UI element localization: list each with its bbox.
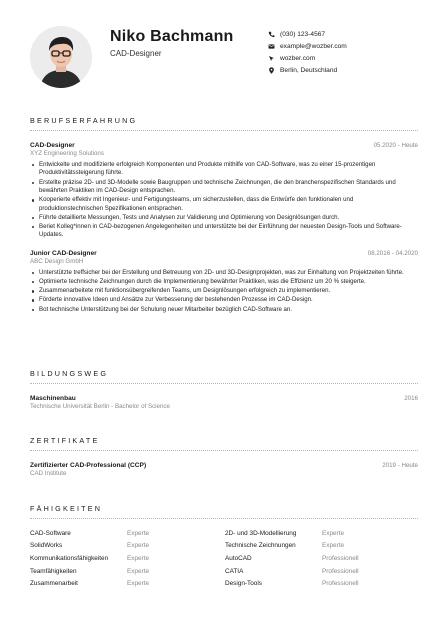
skills-section bbox=[30, 504, 418, 590]
skill-level: Experte bbox=[127, 580, 150, 588]
skills-column-left bbox=[30, 527, 225, 590]
certificates-section bbox=[30, 436, 418, 477]
bullet-item: Führte detaillierte Messungen, Tests und Analysen zur Validierung und Optimierung von Designlösungen durch. bbox=[30, 214, 418, 222]
skill-name: Zusammenarbeit bbox=[30, 580, 78, 588]
skill-level: Experte bbox=[127, 542, 150, 550]
skill-item bbox=[30, 577, 225, 590]
bullet-item: Kooperierte effektiv mit Ingenieur- und Fertigungsteams, um sicherzustellen, dass die Entwürfe den funktionalen und produktionstechnischen Spezifikationen entsprachen. bbox=[30, 196, 418, 213]
certificate-issuer: CAD Institute bbox=[30, 470, 67, 477]
skill-level: Experte bbox=[322, 542, 345, 550]
bullet-item: Unterstützte treffsicher bei der Erstellung und Betreuung von 2D- und 3D-Designprojekten, was zur Einhaltung von Projektzeiten führte. bbox=[30, 269, 418, 277]
skill-name: CAD-Software bbox=[30, 529, 71, 537]
avatar bbox=[30, 26, 92, 88]
bullet-item: Zusammenarbeitete mit funktionsübergreifenden Teams, um Designlösungen erfolgreich zu implementieren. bbox=[30, 287, 418, 295]
skill-item bbox=[30, 565, 225, 578]
contact-website-text[interactable]: wozber.com bbox=[280, 54, 316, 62]
job-date: 05.2020 - Heute bbox=[373, 142, 418, 149]
profile-photo bbox=[30, 26, 92, 88]
skill-level: Experte bbox=[127, 529, 150, 537]
bullet-item: Optimierte technische Zeichnungen durch die Implementierung bewährter Praktiken, was die Effizienz um 20 % steigerte. bbox=[30, 278, 418, 286]
education-title: Maschinenbau bbox=[30, 395, 76, 402]
job-title: Junior CAD-Designer bbox=[30, 249, 97, 257]
bullet-item: Bot technische Unterstützung bei der Schulung neuer Mitarbeiter bezüglich CAD-Software an. bbox=[30, 306, 418, 314]
skill-level: Professionell bbox=[322, 554, 359, 562]
bullet-item: Entwickelte und modifizierte erfolgreich Komponenten und Produkte mithilfe von CAD-Software, was zu einer 15-prozentigen Produktivitätssteigerung führte. bbox=[30, 161, 418, 178]
bullet-item: Beriet Kolleg*innen in CAD-bezogenen Angelegenheiten und unterstützte bei der Einführung der neuesten Design-Tools und Software-Updates. bbox=[30, 223, 418, 240]
skill-item bbox=[225, 552, 418, 565]
contact-location bbox=[268, 65, 418, 77]
contact-list bbox=[268, 28, 418, 77]
phone-icon bbox=[268, 31, 280, 38]
contact-phone-text: (030) 123-4567 bbox=[280, 30, 326, 38]
skill-item bbox=[225, 540, 418, 553]
skill-name: SolidWorks bbox=[30, 542, 63, 550]
skill-name: Kommunikationsfähigkeiten bbox=[30, 554, 109, 562]
job-role: CAD-Designer bbox=[110, 49, 162, 58]
contact-email[interactable] bbox=[268, 40, 418, 52]
email-icon bbox=[268, 43, 280, 50]
education-section bbox=[30, 369, 418, 410]
job-entry bbox=[30, 250, 418, 314]
skills-column-right bbox=[225, 527, 418, 590]
location-pin-icon bbox=[268, 67, 280, 74]
job-bullets bbox=[30, 161, 418, 240]
contact-phone bbox=[268, 28, 418, 40]
certificate-date: 2019 - Heute bbox=[382, 462, 418, 469]
job-bullets bbox=[30, 269, 418, 314]
skill-name: CATIA bbox=[225, 567, 244, 575]
person-name: Niko Bachmann bbox=[110, 28, 234, 45]
contact-email-text[interactable]: example@wozber.com bbox=[280, 42, 347, 50]
skill-level: Experte bbox=[127, 567, 150, 575]
skill-item bbox=[30, 552, 225, 565]
resume-header bbox=[30, 26, 420, 96]
bullet-item: Erstellte präzise 2D- und 3D-Modelle sowie Baugruppen und technische Zeichnungen, die den branchenspezifischen Standards und bewährten Praktiken im CAD-Design entsprachen. bbox=[30, 179, 418, 196]
link-icon bbox=[268, 55, 280, 62]
experience-section bbox=[30, 116, 418, 315]
skill-level: Experte bbox=[127, 554, 150, 562]
bullet-item: Förderte innovative Ideen und Ansätze zur Verbesserung der bestehenden Prozesse im CAD-Design. bbox=[30, 296, 418, 304]
job-date: 08.2016 - 04.2020 bbox=[367, 249, 418, 257]
certificates-heading: ZERTIFIKATE bbox=[30, 436, 418, 451]
skill-name: 2D- und 3D-Modellierung bbox=[225, 529, 297, 537]
education-heading: BILDUNGSWEG bbox=[30, 369, 418, 384]
skill-item bbox=[225, 527, 418, 540]
skill-item bbox=[30, 540, 225, 553]
skill-item bbox=[225, 577, 418, 590]
contact-website[interactable] bbox=[268, 52, 418, 64]
contact-location-text: Berlin, Deutschland bbox=[280, 67, 338, 75]
job-company: ABC Design GmbH bbox=[30, 257, 84, 265]
skill-name: Design-Tools bbox=[225, 580, 262, 588]
skill-name: Technische Zeichnungen bbox=[225, 542, 296, 550]
job-company: XYZ Engineering Solutions bbox=[30, 150, 104, 157]
education-date: 2016 bbox=[404, 395, 418, 402]
experience-heading: BERUFSERFAHRUNG bbox=[30, 116, 418, 131]
skill-name: Teamfähigkeiten bbox=[30, 567, 77, 575]
skills-heading: FÄHIGKEITEN bbox=[30, 504, 418, 519]
skills-grid bbox=[30, 527, 418, 590]
job-title: CAD-Designer bbox=[30, 142, 75, 149]
job-entry bbox=[30, 142, 418, 240]
skill-level: Professionell bbox=[322, 567, 359, 575]
skill-item bbox=[225, 565, 418, 578]
skill-name: AutoCAD bbox=[225, 554, 252, 562]
skill-level: Professionell bbox=[322, 580, 359, 588]
skill-item bbox=[30, 527, 225, 540]
skill-level: Experte bbox=[322, 529, 345, 537]
education-school: Technische Universität Berlin - Bachelor of Science bbox=[30, 403, 170, 410]
certificate-title: Zertifizierter CAD-Professional (CCP) bbox=[30, 462, 147, 469]
